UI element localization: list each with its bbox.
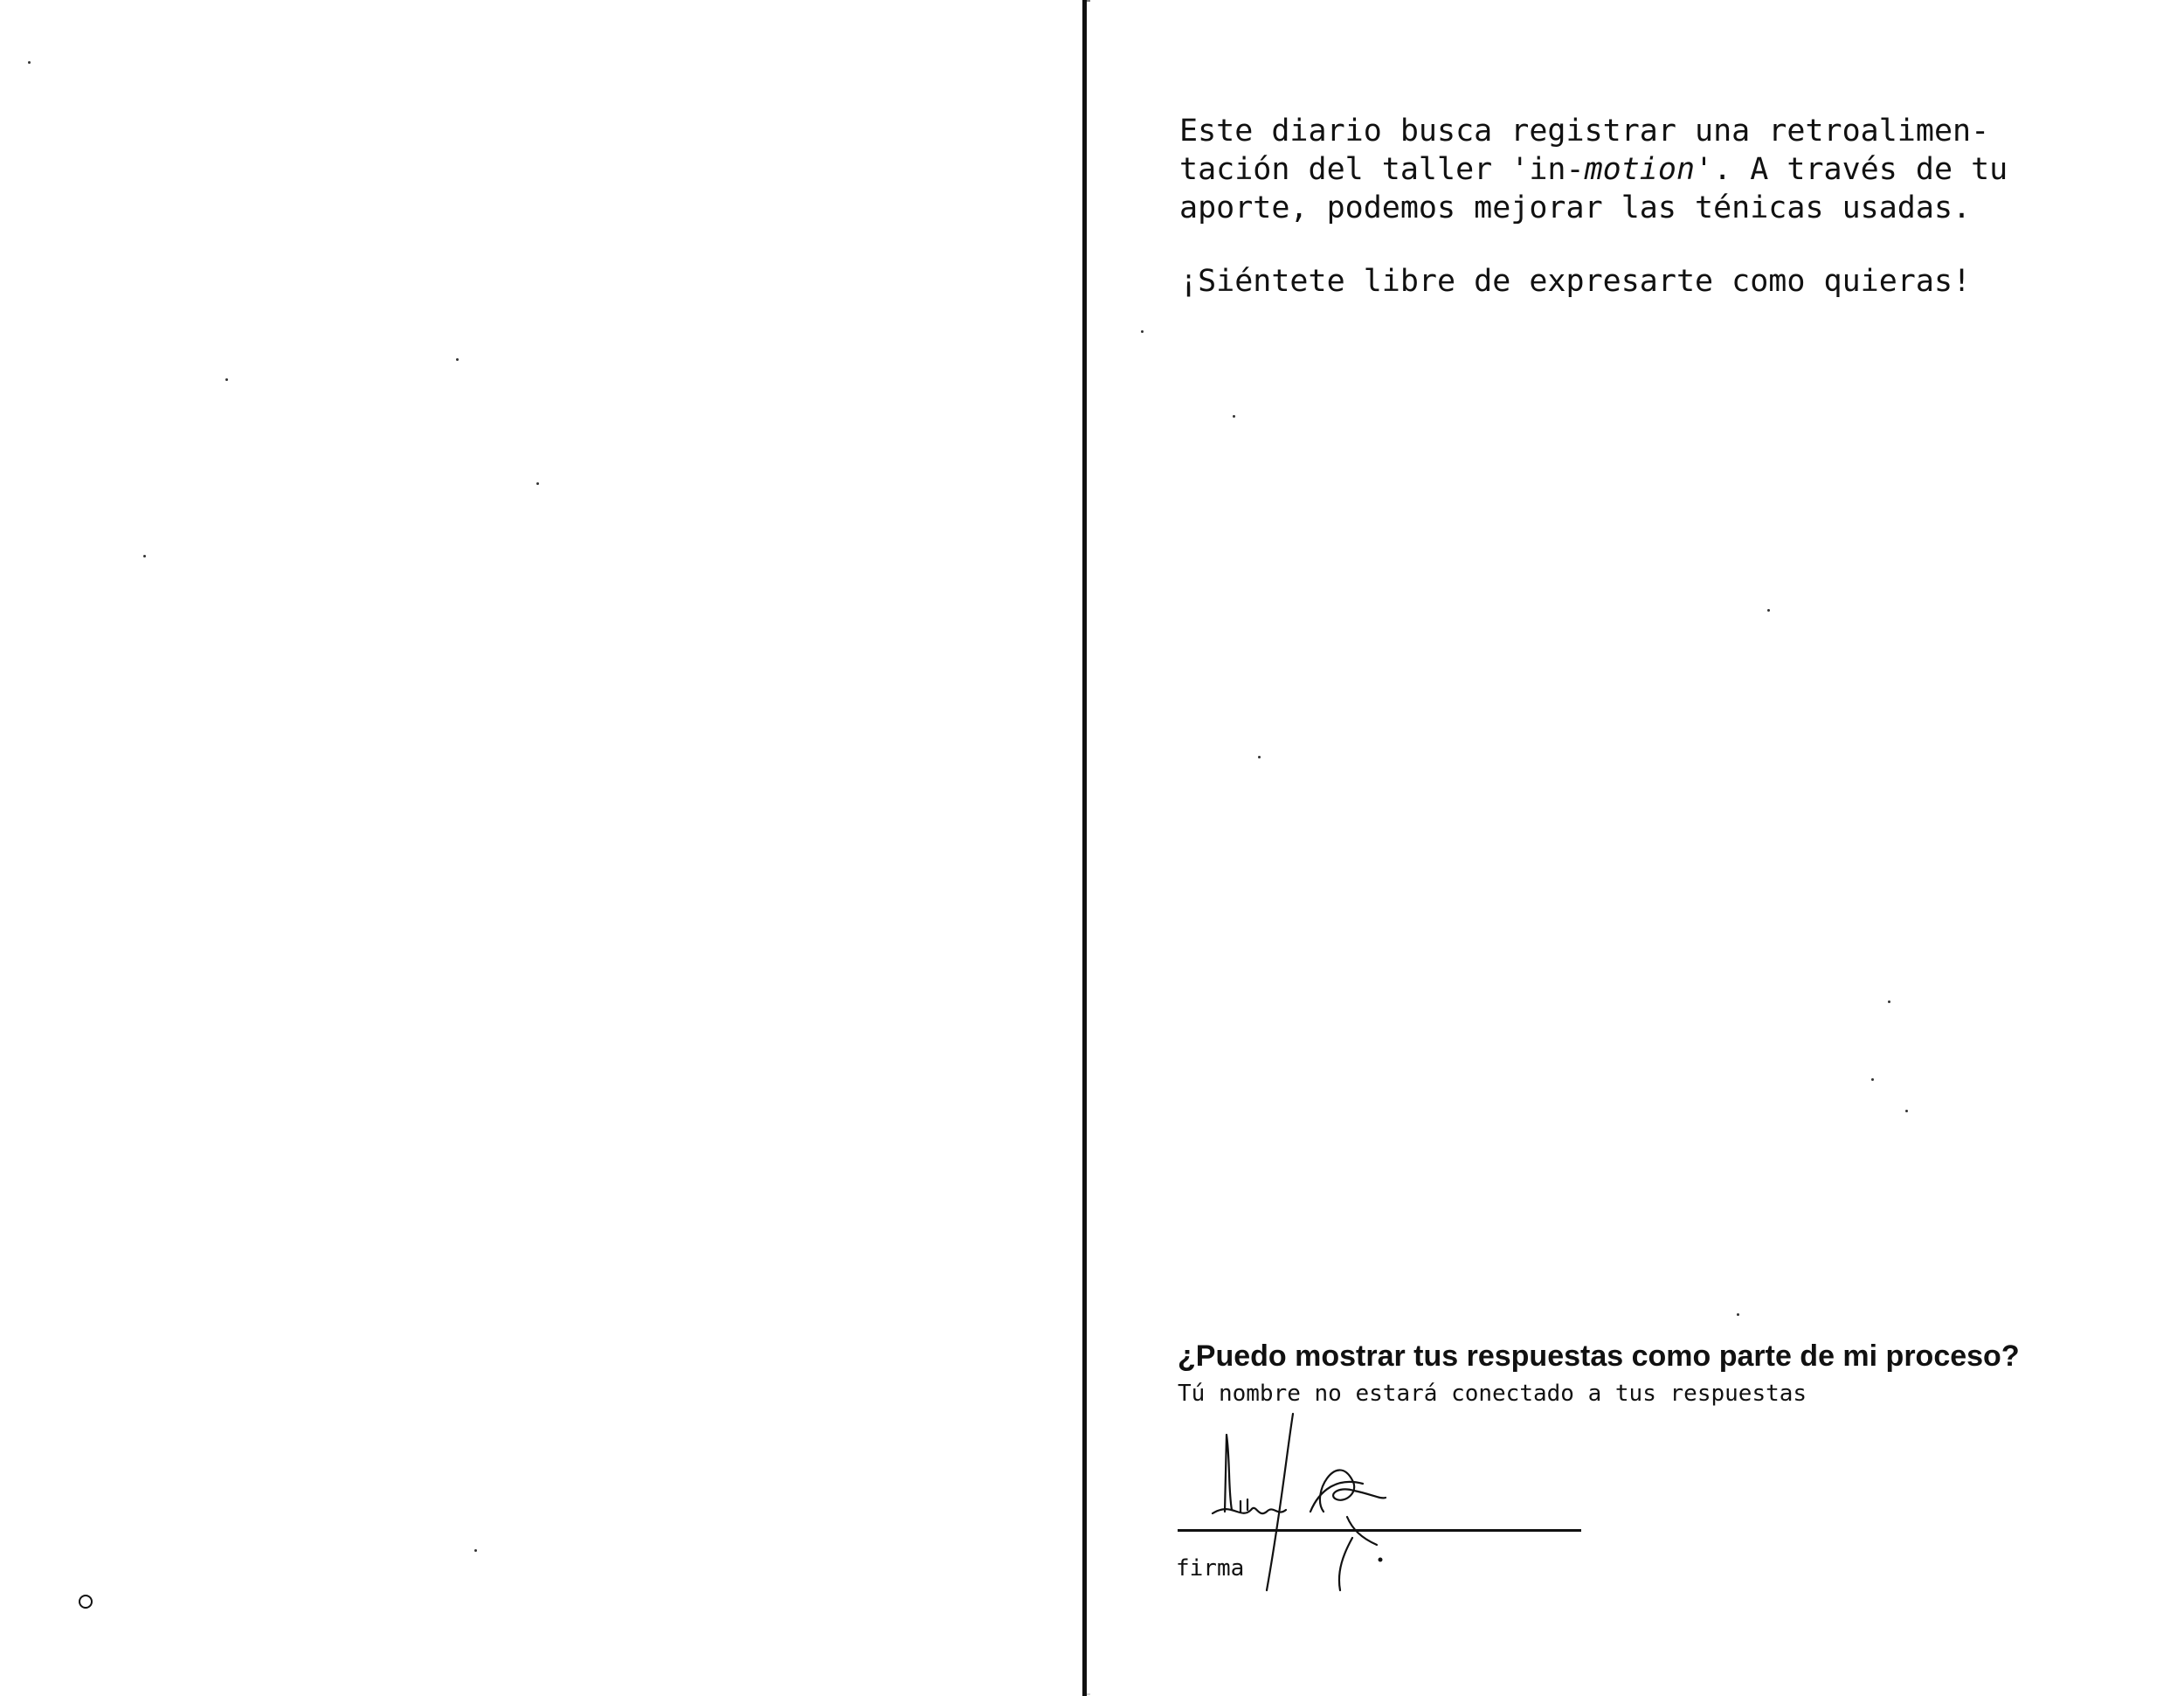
consent-question: ¿Puedo mostrar tus respuestas como parte de mi proceso? — [1178, 1339, 2020, 1373]
speck — [536, 482, 539, 485]
speck — [1871, 1078, 1874, 1081]
intro-line-2-start: tación del taller 'in- — [1179, 152, 1585, 187]
left-page — [0, 0, 1083, 1696]
workshop-name: motion — [1584, 152, 1696, 187]
speck — [456, 358, 459, 361]
speck — [143, 555, 146, 557]
intro-line-3: aporte, podemos mejorar las ténicas usadas. — [1179, 190, 1972, 225]
signature-line — [1178, 1529, 1581, 1532]
speck — [474, 1549, 477, 1552]
hole-mark — [79, 1595, 93, 1609]
intro-paragraph — [1179, 112, 2053, 227]
privacy-note: Tú nombre no estará conectado a tus respuestas — [1178, 1381, 1807, 1407]
intro-line-1: Este diario busca registrar una retroalimen- — [1179, 114, 1990, 149]
speck — [1888, 1000, 1890, 1003]
speck — [1233, 415, 1235, 418]
speck — [1767, 609, 1770, 612]
speck — [28, 61, 31, 64]
invitation-text: ¡Siéntete libre de expresarte como quieras! — [1179, 264, 1972, 299]
intro-line-2 — [1179, 150, 2053, 189]
intro-line-2-end: '. A través de tu — [1695, 152, 2008, 187]
speck — [1905, 1110, 1908, 1112]
speck — [225, 378, 228, 381]
signature-label: firma — [1176, 1555, 1245, 1582]
speck — [1737, 1313, 1739, 1316]
speck — [1258, 756, 1261, 758]
binding-spine — [1082, 0, 1087, 1696]
speck — [1141, 330, 1144, 333]
